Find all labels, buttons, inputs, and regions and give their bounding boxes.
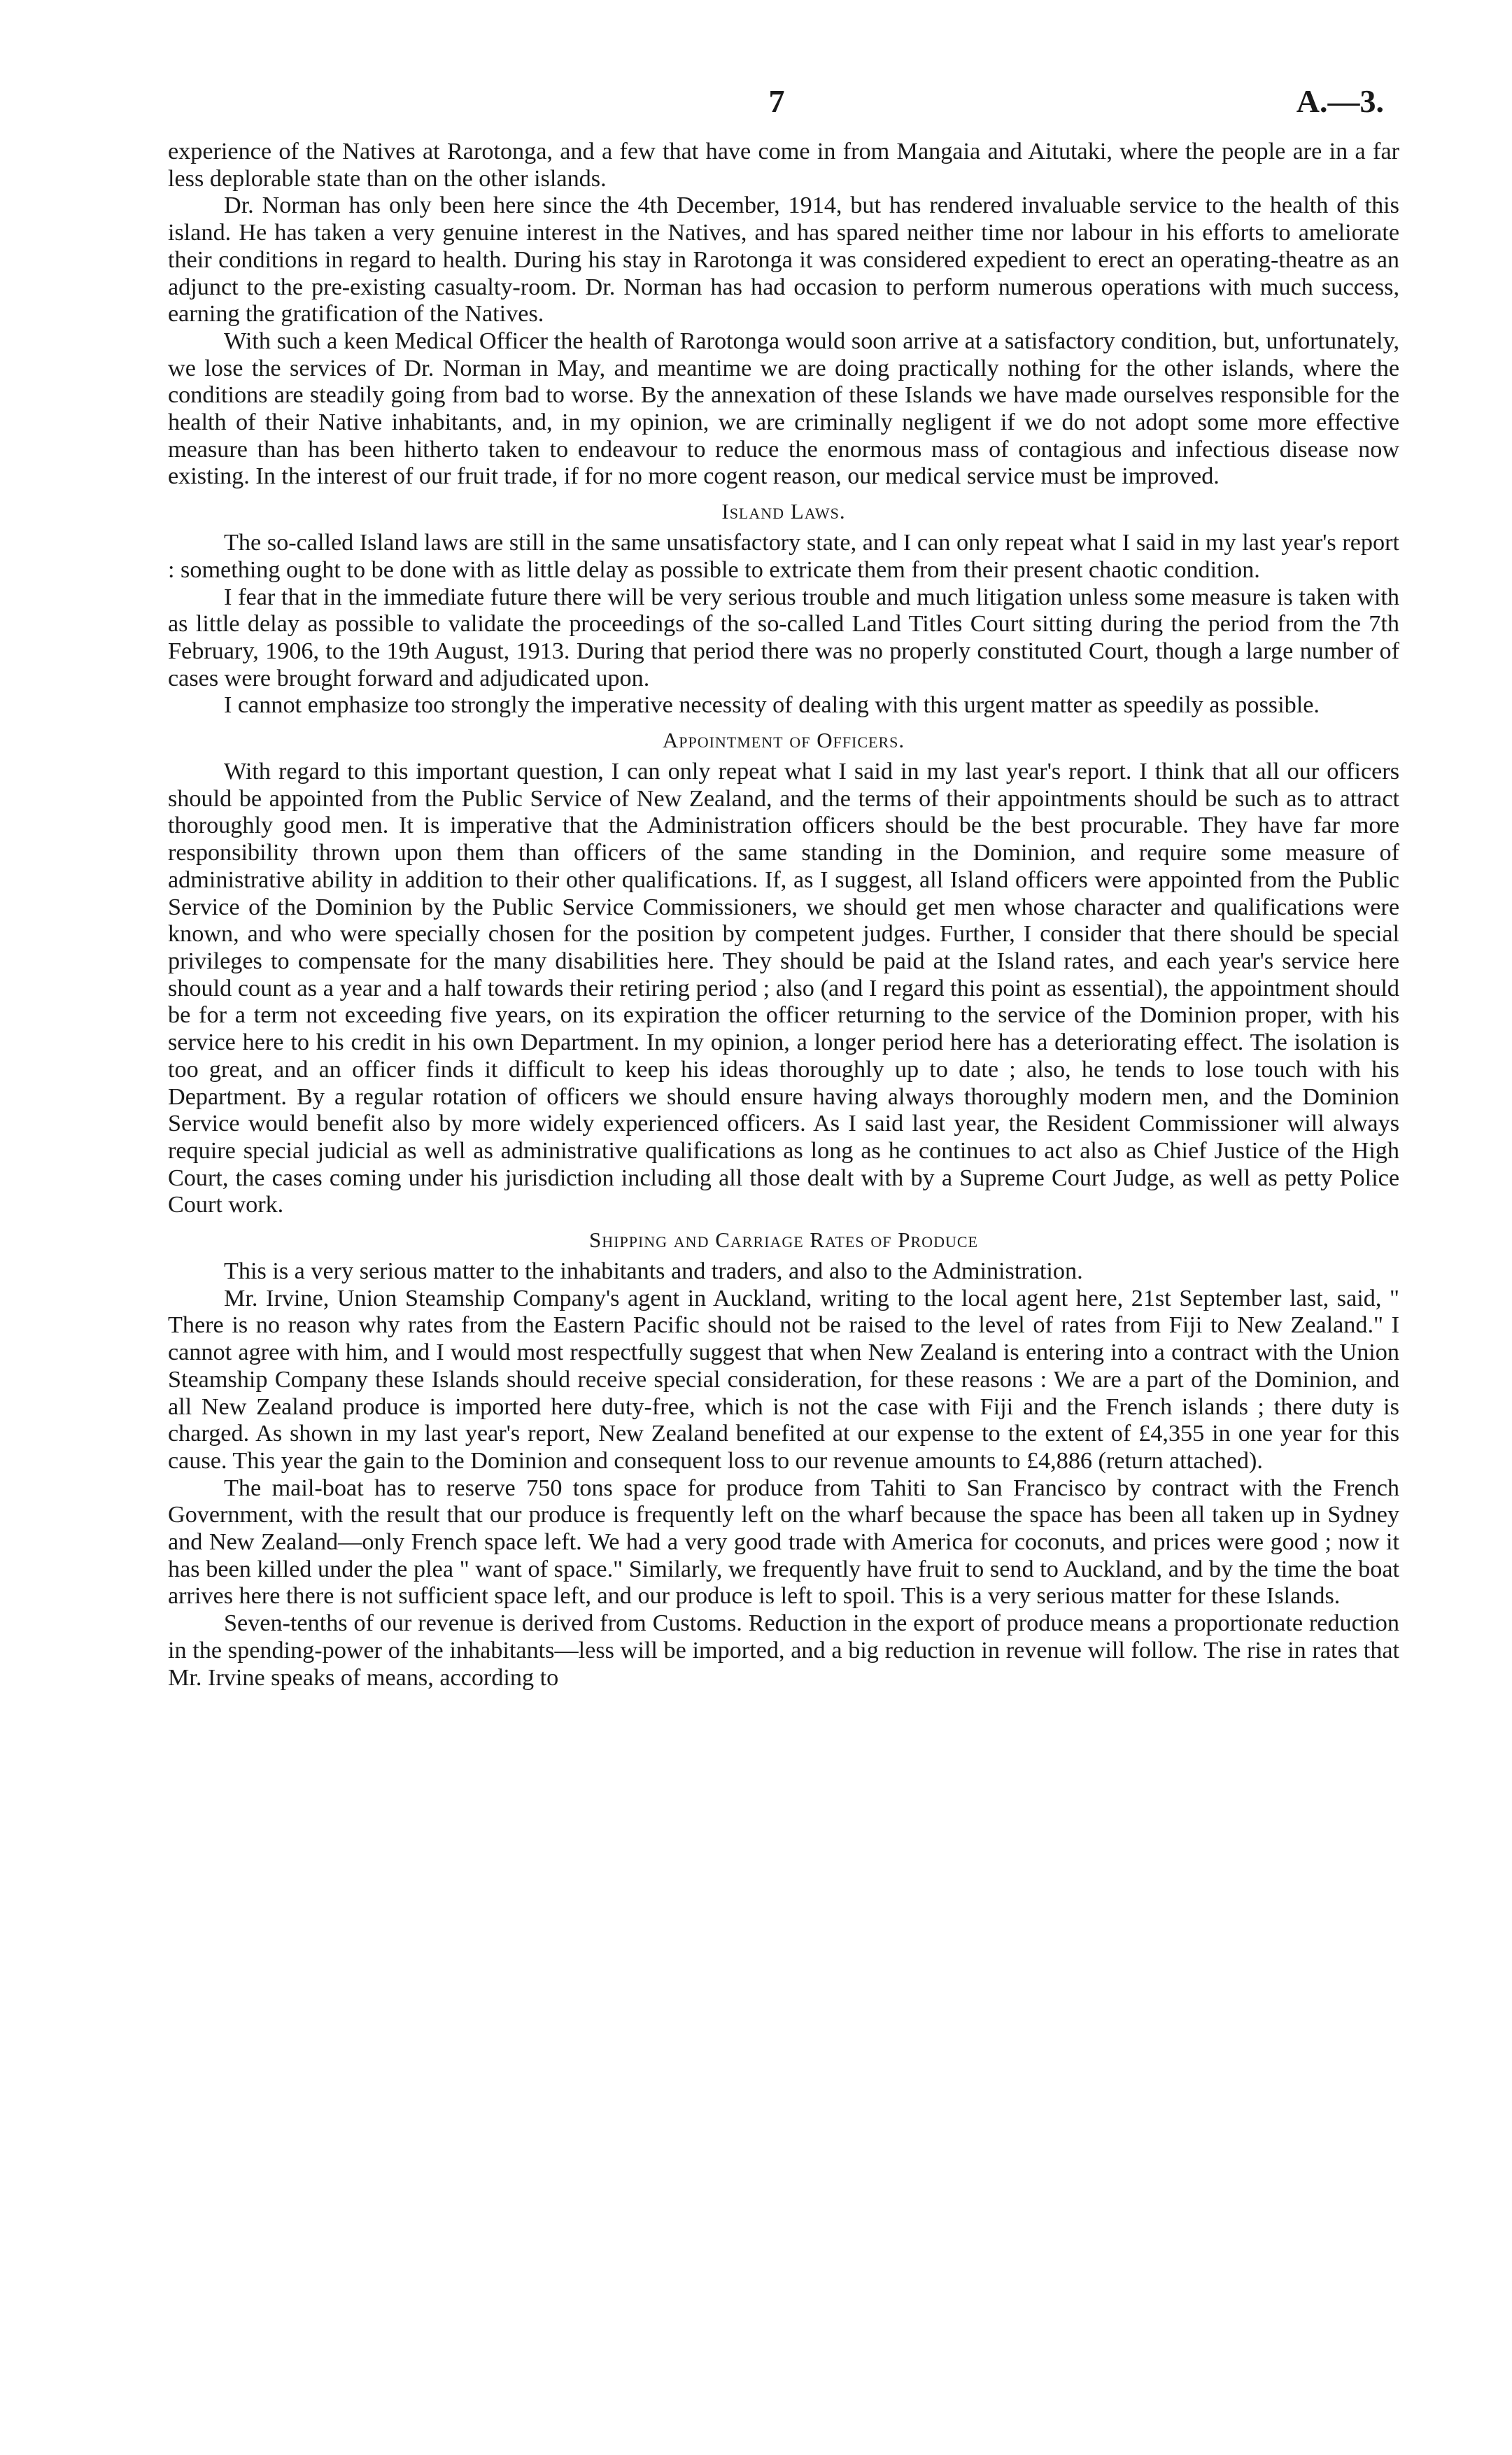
paragraph: Dr. Norman has only been here since the 4th December, 1914, but has rendered invaluable service to the health of this island. He has taken a very genuine interest in the Natives, and has spared neither time nor labour in his efforts to ameliorate their conditions in regard to health. During his stay in Rarotonga it was considered expedient to erect an operating-theatre as an adjunct to the pre-existing casualty-room. Dr. Norman has had occasion to perform numerous operations with much success, earning the gratification of the Natives. xyxy=(168,192,1399,328)
paragraph: With such a keen Medical Officer the health of Rarotonga would soon arrive at a satisfactory condition, but, unfortunately, we lose the services of Dr. Norman in May, and meantime we are doing practically nothing for the other islands, where the conditions are steadily going from bad to worse. By the annexation of these Islands we have made ourselves responsible for the health of their Native inhabitants, and, in my opinion, we are criminally negligent if we do not adopt some more effective measure than has been hitherto taken to endeavour to reduce the enormous mass of contagious and infectious disease now existing. In the interest of our fruit trade, if for no more cogent reason, our medical service must be improved. xyxy=(168,328,1399,490)
paragraph: The so-called Island laws are still in the same unsatisfactory state, and I can only repeat what I said in my last year's report : something ought to be done with as little delay as possible to extricate them from their present chaotic condition. xyxy=(168,530,1399,583)
document-reference: A.—3. xyxy=(1296,83,1384,119)
page-number: 7 xyxy=(768,83,785,119)
paragraph: experience of the Natives at Rarotonga, and a few that have come in from Mangaia and Aitutaki, where the people are in a far less deplorable state than on the other islands. xyxy=(168,139,1399,192)
body-text xyxy=(168,139,1399,1691)
paragraph: With regard to this important question, I can only repeat what I said in my last year's report. I think that all our officers should be appointed from the Public Service of New Zealand, and the terms of their appointments should be such as to attract thoroughly good men. It is imperative that the Administration officers should be the best procurable. They have far more responsibility thrown upon them than officers of the same standing in the Dominion, and require some measure of administrative ability in addition to their other qualifications. If, as I suggest, all Island officers were appointed from the Public Service of the Dominion by the Public Service Commissioners, we should get men whose character and qualifications were known, and who were specially chosen for the position by competent judges. Further, I consider that there should be special privileges to compensate for the many disabilities here. They should be paid at the Island rates, and each year's service here should count as a year and a half towards their retiring period ; also (and I regard this point as essential), the appointment should be for a term not exceeding five years, on its expiration the officer returning to the service of the Dominion proper, with his service here to his credit in his own Department. In my opinion, a longer period here has a deteriorating effect. The isolation is too great, and an officer finds it difficult to keep his ideas thoroughly up to date ; also, he tends to lose touch with his Department. By a regular rotation of officers we should ensure having always thoroughly modern men, and the Dominion Service would benefit also by more widely experienced officers. As I said last year, the Resident Commissioner will always require special judicial as well as administrative qualifications as long as he continues to act also as Chief Justice of the High Court, the cases coming under his jurisdiction including all those dealt with by a Supreme Court Judge, as well as petty Police Court work. xyxy=(168,759,1399,1218)
paragraph: This is a very serious matter to the inhabitants and traders, and also to the Administration. xyxy=(224,1258,1083,1285)
section-heading-appointment-of-officers: Appointment of Officers. xyxy=(662,728,905,753)
section-heading-shipping-rates: Shipping and Carriage Rates of Produce xyxy=(589,1228,978,1253)
paragraph: I cannot emphasize too strongly the imperative necessity of dealing with this urgent matter as speedily as possible. xyxy=(224,692,1320,719)
paragraph: The mail-boat has to reserve 750 tons space for produce from Tahiti to San Francisco by contract with the French Government, with the result that our produce is frequently left on the wharf because the space has been all taken up in Sydney and New Zealand—only French space left. We had a very good trade with America for coconuts, and prices were good ; now it has been killed under the plea " want of space." Similarly, we frequently have fruit to send to Auckland, and by the time the boat arrives here there is not sufficient space left, and our produce is left to spoil. This is a very serious matter for these Islands. xyxy=(168,1475,1399,1610)
paragraph: Mr. Irvine, Union Steamship Company's agent in Auckland, writing to the local agent here, 21st September last, said, " There is no reason why rates from the Eastern Pacific should not be raised to the level of rates from Fiji to New Zealand." I cannot agree with him, and I would most respectfully suggest that when New Zealand is entering into a contract with the Union Steamship Company these Islands should receive special consideration, for these reasons : We are a part of the Dominion, and all New Zealand produce is imported here duty-free, which is not the case with Fiji and the French islands ; there duty is charged. As shown in my last year's report, New Zealand benefited at our expense to the extent of £4,355 in one year for this cause. This year the gain to the Dominion and consequent loss to our revenue amounts to £4,886 (return attached). xyxy=(168,1285,1399,1474)
section-heading-island-laws: Island Laws. xyxy=(721,499,846,524)
paragraph: Seven-tenths of our revenue is derived from Customs. Reduction in the export of produce means a proportionate reduction in the spending-power of the inhabitants—less will be imported, and a big reduction in revenue will follow. The rise in rates that Mr. Irvine speaks of means, according to xyxy=(168,1610,1399,1691)
paragraph: I fear that in the immediate future there will be very serious trouble and much litigation unless some measure is taken with as little delay as possible to validate the proceedings of the so-called Land Titles Court sitting during the period from the 7th February, 1906, to the 19th August, 1913. During that period there was no properly constituted Court, though a large number of cases were brought forward and adjudicated upon. xyxy=(168,584,1399,691)
